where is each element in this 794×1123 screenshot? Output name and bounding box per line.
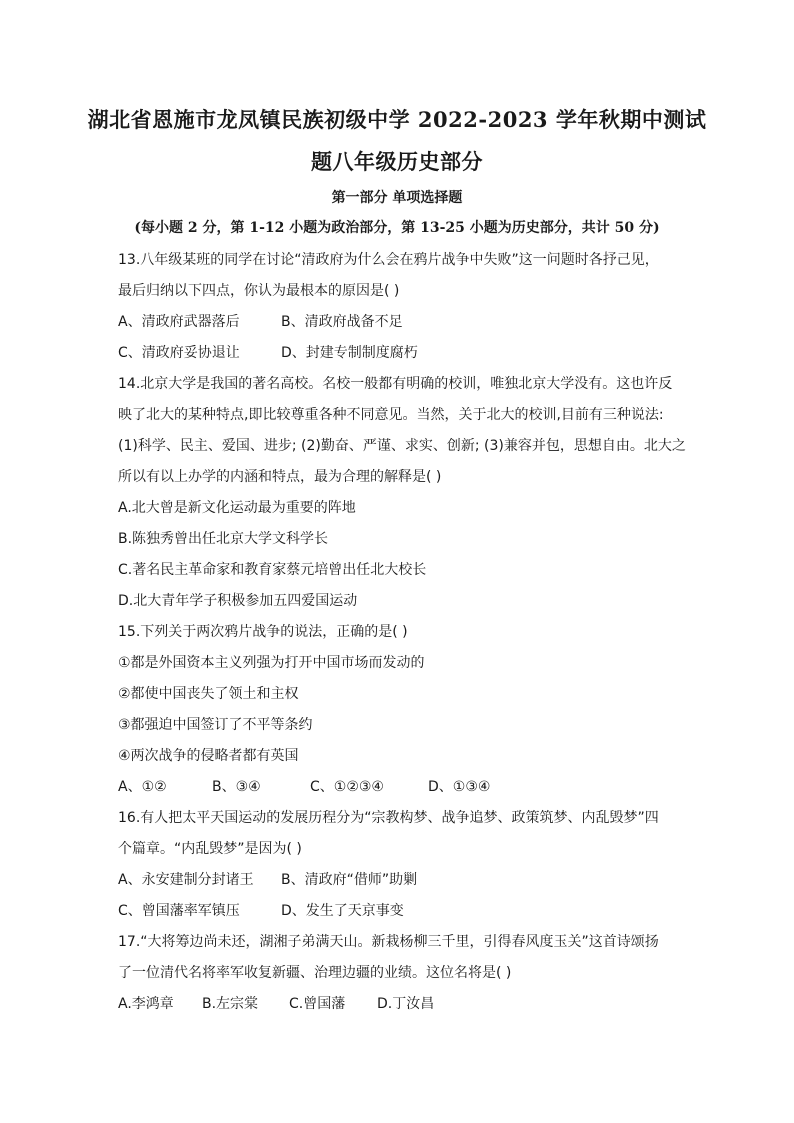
q16-option-a: A、永安建制分封诸王 — [118, 872, 254, 888]
q14-option-c: C.著名民主革命家和教育家蔡元培曾出任北大校长 — [118, 562, 427, 578]
q13-option-c: C、清政府妥协退让 — [118, 345, 240, 361]
q16-option-b: B、清政府“借师”助剿 — [281, 872, 418, 888]
q14-stem-line2: 映了北大的某种特点,即比较尊重各种不同意见。当然，关于北大的校训,目前有三种说法: — [118, 407, 664, 423]
exam-title-line1: 湖北省恩施市龙凤镇民族初级中学 2022-2023 学年秋期中测试 — [87, 107, 707, 132]
section-heading: 第一部分 单项选择题 — [331, 190, 463, 206]
section-instructions: (每小题 2 分，第 1-12 小题为政治部分，第 13-25 小题为历史部分，共计 50 分) — [134, 220, 660, 236]
q17-stem-line1: 17.“大将筹边尚未还，湖湘子弟满天山。新栽杨柳三千里，引得春风度玉关”这首诗颂扬 — [118, 934, 659, 950]
q15-statement-1: ①都是外国资本主义列强为打开中国市场而发动的 — [118, 655, 425, 671]
q17-options-row — [118, 994, 684, 1014]
q16-stem-line2: 个篇章。“内乱毁梦”是因为( ) — [118, 841, 302, 857]
exam-title-line2: 题八年级历史部分 — [311, 149, 483, 174]
q17-option-c: C.曾国藩 — [289, 996, 346, 1012]
q13-option-b: B、清政府战备不足 — [281, 314, 403, 330]
q16-option-c: C、曾国藩率军镇压 — [118, 903, 240, 919]
q15-option-a: A、①② — [118, 779, 167, 795]
q14-stem-line1: 14.北京大学是我国的著名高校。名校一般都有明确的校训，唯独北京大学没有。这也许反 — [118, 376, 673, 392]
q17-option-a: A.李鸿章 — [118, 996, 174, 1012]
q15-statement-3: ③都强迫中国签订了不平等条约 — [118, 717, 313, 733]
q16-options-row2 — [118, 901, 684, 921]
q16-stem-line1: 16.有人把太平天国运动的发展历程分为“宗教构梦、战争追梦、政策筑梦、内乱毁梦”四 — [118, 810, 659, 826]
q13-stem-line1: 13.八年级某班的同学在讨论“清政府为什么会在鸦片战争中失败”这一问题时各抒己见， — [118, 252, 659, 268]
q16-options-row1 — [118, 870, 684, 890]
q13-option-d: D、封建专制制度腐朽 — [281, 345, 418, 361]
q15-statement-2: ②都使中国丧失了领土和主权 — [118, 686, 299, 702]
q14-stem-line4: 所以有以上办学的内涵和特点，最为合理的解释是( ) — [118, 469, 442, 485]
q15-option-d: D、①③④ — [428, 779, 491, 795]
q15-stem-line1: 15.下列关于两次鸦片战争的说法，正确的是( ) — [118, 624, 408, 640]
q13-stem-line2: 最后归纳以下四点，你认为最根本的原因是( ) — [118, 283, 400, 299]
q15-statement-4: ④两次战争的侵略者都有英国 — [118, 748, 299, 764]
q13-option-a: A、清政府武器落后 — [118, 314, 240, 330]
q17-option-d: D.丁汝昌 — [377, 996, 435, 1012]
q14-option-a: A.北大曾是新文化运动最为重要的阵地 — [118, 500, 356, 516]
q13-options-row2 — [118, 343, 684, 363]
q14-option-b: B.陈独秀曾出任北京大学文科学长 — [118, 531, 329, 547]
q14-stem-line3: (1)科学、民主、爱国、进步; (2)勤奋、严谨、求实、创新; (3)兼容并包，思想自由。北大之 — [118, 438, 686, 454]
q15-option-b: B、③④ — [212, 779, 261, 795]
q17-stem-line2: 了一位清代名将率军收复新疆、治理边疆的业绩。这位名将是( ) — [118, 965, 512, 981]
q14-option-d: D.北大青年学子积极参加五四爱国运动 — [118, 593, 358, 609]
q15-option-c: C、①②③④ — [310, 779, 384, 795]
q16-option-d: D、发生了天京事变 — [281, 903, 404, 919]
q17-option-b: B.左宗棠 — [202, 996, 259, 1012]
q15-options-row — [118, 777, 684, 797]
q13-options-row1 — [118, 312, 684, 332]
